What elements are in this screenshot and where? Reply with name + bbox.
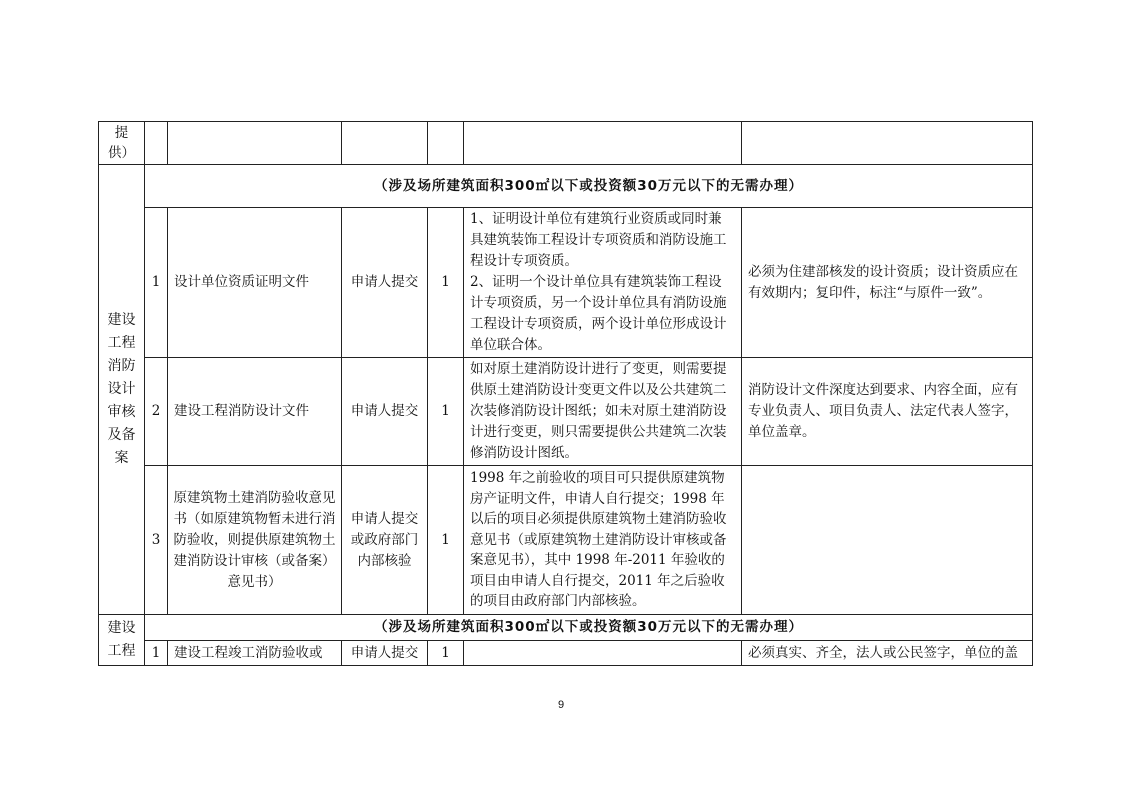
empty-cell — [428, 122, 464, 165]
table-row — [99, 358, 1033, 466]
section1-requirement-row — [99, 165, 1033, 208]
section2-category-cell: 建设 工程 — [99, 615, 145, 666]
empty-cell — [168, 122, 342, 165]
page-number: 9 — [557, 699, 565, 711]
materials-table — [98, 121, 1033, 666]
copies-count: 1 — [428, 641, 464, 666]
material-note: 必须为住建部核发的设计资质；设计资质应在有效期内；复印件，标注“与原件一致”。 — [742, 208, 1033, 358]
empty-cell — [742, 122, 1033, 165]
empty-cell — [342, 122, 428, 165]
row-number: 2 — [145, 358, 168, 466]
copies-count: 1 — [428, 358, 464, 466]
section1-category-cell: 建设 工程 消防 设计 审核 及备 案 — [99, 165, 145, 615]
table-row — [99, 641, 1033, 666]
row-number: 1 — [145, 641, 168, 666]
material-source: 申请人提交 — [342, 641, 428, 666]
material-note: 消防设计文件深度达到要求、内容全面，应有专业负责人、项目负责人、法定代表人签字，单位盖章。 — [742, 358, 1033, 466]
material-source: 申请人提交 — [342, 358, 428, 466]
material-note: 必须真实、齐全，法人或公民签字，单位的盖 — [742, 641, 1033, 666]
table-row — [99, 466, 1033, 615]
copies-count: 1 — [428, 208, 464, 358]
section1-requirement-note: （涉及场所建筑面积300㎡以下或投资额30万元以下的无需办理） — [145, 165, 1033, 208]
table-row — [99, 208, 1033, 358]
copies-count: 1 — [428, 466, 464, 615]
category-fragment-cell: 提 供） — [99, 122, 145, 165]
empty-cell — [145, 122, 168, 165]
material-name: 设计单位资质证明文件 — [168, 208, 342, 358]
material-description: 1998 年之前验收的项目可只提供原建筑物房产证明文件，申请人自行提交；1998 年以后的项目必须提供原建筑物土建消防验收意见书（或原建筑物土建消防设计审核或备案意见书），其中 1998 年-2011 年验收的项目由申请人自行提交，2011 年之后验收的项目由政府部门内部核验。 — [464, 466, 742, 615]
section2-requirement-row — [99, 615, 1033, 641]
empty-cell — [464, 122, 742, 165]
row-number: 3 — [145, 466, 168, 615]
material-name: 建设工程竣工消防验收或 — [168, 641, 342, 666]
continuation-row — [99, 122, 1033, 165]
material-name: 原建筑物土建消防验收意见书（如原建筑物暂未进行消防验收，则提供原建筑物土建消防设计审核（或备案）意见书） — [168, 466, 342, 615]
material-description: 如对原土建消防设计进行了变更，则需要提供原土建消防设计变更文件以及公共建筑二次装修消防设计图纸；如未对原土建消防设计进行变更，则只需要提供公共建筑二次装修消防设计图纸。 — [464, 358, 742, 466]
row-number: 1 — [145, 208, 168, 358]
material-description — [464, 641, 742, 666]
material-source: 申请人提交 — [342, 208, 428, 358]
material-name: 建设工程消防设计文件 — [168, 358, 342, 466]
material-note — [742, 466, 1033, 615]
material-source: 申请人提交或政府部门内部核验 — [342, 466, 428, 615]
material-description: 1、证明设计单位有建筑行业资质或同时兼具建筑装饰工程设计专项资质和消防设施工程设计专项资质。 2、证明一个设计单位具有建筑装饰工程设计专项资质，另一个设计单位具有消防设施工程设计专项资质，两个设计单位形成设计单位联合体。 — [464, 208, 742, 358]
section2-requirement-note: （涉及场所建筑面积300㎡以下或投资额30万元以下的无需办理） — [145, 615, 1033, 641]
